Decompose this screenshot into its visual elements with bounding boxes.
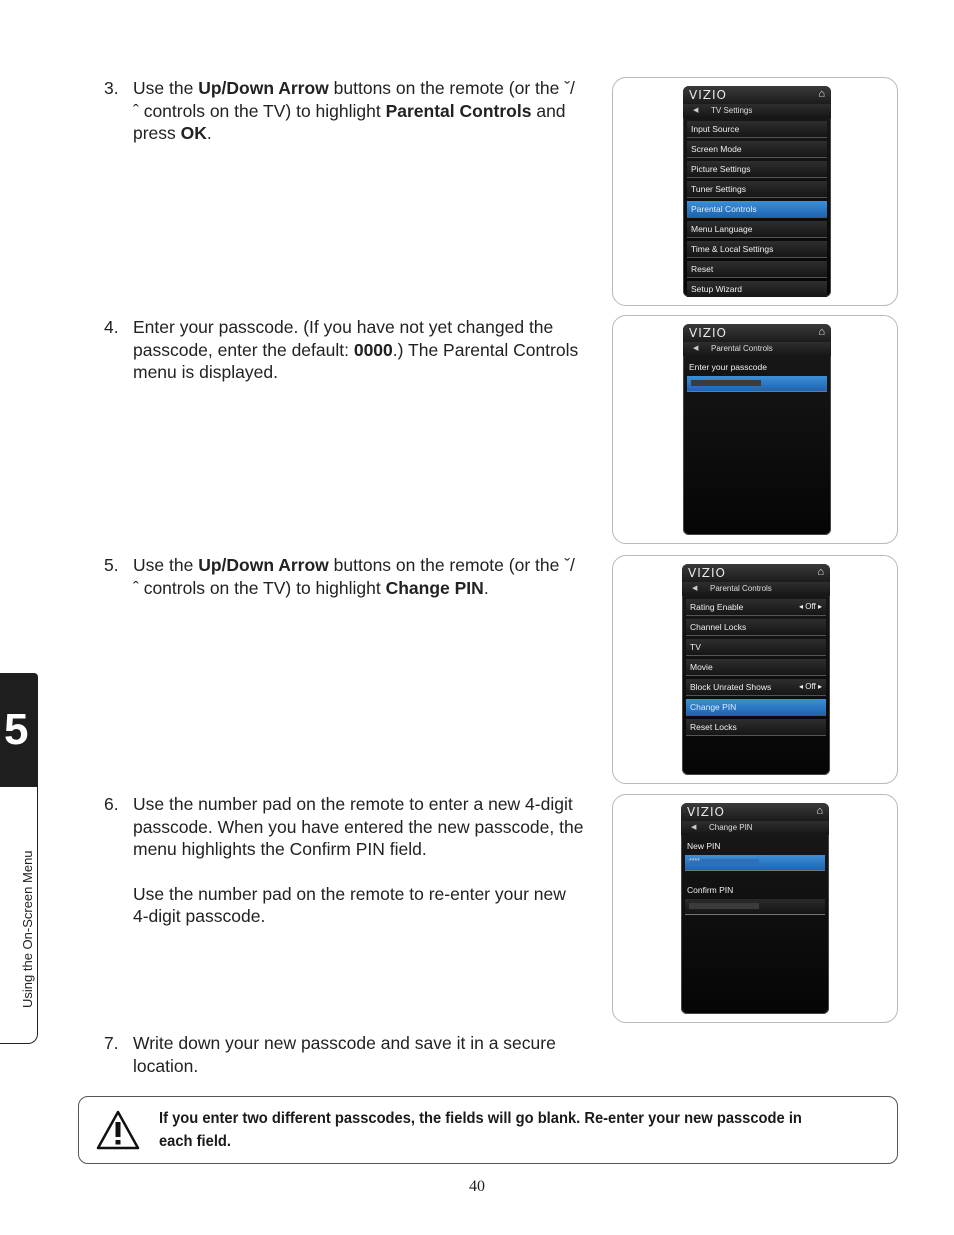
menu-item[interactable] <box>687 161 827 178</box>
menu-item-label: Setup Wizard <box>691 284 743 294</box>
menu-item-label: Change PIN <box>690 702 737 712</box>
menu-item-label: Movie <box>690 662 713 672</box>
menu-item-value: ◂ Off ▸ <box>799 602 822 611</box>
page-number: 40 <box>469 1178 485 1195</box>
new-pin-field[interactable] <box>685 855 825 871</box>
breadcrumb <box>683 104 831 118</box>
screenshot-frame-parental-controls <box>612 555 898 784</box>
menu-item-label: Reset <box>691 264 714 274</box>
step-text <box>133 316 584 384</box>
step-text <box>133 554 584 599</box>
menu-header <box>682 564 830 582</box>
step-paragraph: Use the number pad on the remote to enter a new 4-digit passcode. When you have entered the new passcode, the menu highlights the Confirm PIN field. <box>133 794 584 859</box>
text-run: Use the <box>133 78 199 98</box>
vizio-logo: VIZIO <box>687 805 725 819</box>
back-arrow-icon: ◀ <box>692 585 698 592</box>
menu-item[interactable] <box>686 699 826 716</box>
menu-item-label: TV <box>690 642 701 652</box>
bold-term: OK <box>180 123 207 143</box>
step-number: 6. <box>104 794 119 814</box>
menu-item[interactable] <box>687 281 827 297</box>
text-run: and press <box>133 100 566 143</box>
menu-item[interactable] <box>687 241 827 258</box>
vizio-logo: VIZIO <box>689 88 727 102</box>
new-pin-label: New PIN <box>687 841 721 851</box>
menu-list <box>683 121 831 297</box>
screenshot-frame-enter-passcode <box>612 315 898 544</box>
bold-term: Change PIN <box>385 577 484 598</box>
screenshot-frame-change-pin <box>612 794 898 1023</box>
menu-item-label: Screen Mode <box>691 144 742 154</box>
menu-item[interactable] <box>686 679 826 696</box>
text-run: buttons on the remote (or the ˇ/ ˆ controls on the TV) to highlight <box>133 555 575 598</box>
text-run: Enter your passcode. (If you have not yet changed the passcode, enter the default: <box>133 317 554 360</box>
breadcrumb-label: Change PIN <box>709 823 753 832</box>
step-text: Write down your new passcode and save it in a secure location. <box>133 1033 556 1076</box>
menu-item-label: Picture Settings <box>691 164 751 174</box>
chapter-number: 5 <box>4 705 29 754</box>
step-6 <box>104 793 584 928</box>
menu-item[interactable] <box>686 719 826 736</box>
step-4 <box>104 316 584 384</box>
note-text: If you enter two different passcodes, the fields will go blank. Re-enter your new passcode in each field. <box>159 1110 802 1150</box>
back-arrow-icon: ◀ <box>693 107 699 114</box>
text-run: . <box>206 123 212 143</box>
menu-item[interactable] <box>686 659 826 676</box>
passcode-field[interactable] <box>687 376 827 392</box>
breadcrumb <box>683 342 831 356</box>
step-text <box>133 77 584 145</box>
tv-menu-screen <box>682 564 830 775</box>
step-paragraph: Use the number pad on the remote to re-enter your new 4-digit passcode. <box>133 883 566 926</box>
menu-header <box>683 324 831 342</box>
breadcrumb-label: TV Settings <box>711 106 753 115</box>
breadcrumb <box>681 821 829 835</box>
tv-menu-screen <box>683 324 831 535</box>
home-icon: ⌂ <box>818 88 825 100</box>
menu-list <box>682 599 830 736</box>
menu-item[interactable] <box>687 261 827 278</box>
vizio-logo: VIZIO <box>688 566 726 580</box>
bold-term: Parental Controls <box>385 100 532 121</box>
menu-item[interactable] <box>687 141 827 158</box>
home-icon: ⌂ <box>818 326 825 338</box>
menu-item-label: Menu Language <box>691 224 753 234</box>
step-number: 5. <box>104 555 119 575</box>
menu-item-label: Parental Controls <box>691 204 757 214</box>
menu-header <box>683 86 831 104</box>
back-arrow-icon: ◀ <box>693 345 699 352</box>
bold-term: Up/Down Arrow <box>198 555 329 575</box>
new-pin-value: **** <box>689 859 759 865</box>
back-arrow-icon: ◀ <box>691 824 697 831</box>
passcode-label: Enter your passcode <box>689 362 767 372</box>
confirm-pin-label: Confirm PIN <box>687 885 734 895</box>
step-number: 4. <box>104 317 119 337</box>
menu-item[interactable] <box>687 221 827 238</box>
menu-item-value: ◂ Off ▸ <box>799 682 822 691</box>
menu-item-label: Rating Enable <box>690 602 744 612</box>
text-run: Use the <box>133 555 199 575</box>
menu-header <box>681 803 829 821</box>
menu-item-label: Time & Local Settings <box>691 244 774 254</box>
step-number: 3. <box>104 78 119 98</box>
breadcrumb-label: Parental Controls <box>711 344 773 353</box>
step-text <box>133 793 584 928</box>
menu-item[interactable] <box>687 201 827 218</box>
bold-term: Up/Down Arrow <box>198 78 329 98</box>
menu-item[interactable] <box>686 639 826 656</box>
menu-item[interactable] <box>686 619 826 636</box>
home-icon: ⌂ <box>817 566 824 578</box>
tv-menu-screen <box>683 86 831 297</box>
breadcrumb-label: Parental Controls <box>710 584 772 593</box>
menu-item-label: Reset Locks <box>690 722 737 732</box>
confirm-pin-field[interactable] <box>685 899 825 915</box>
menu-item-label: Block Unrated Shows <box>690 682 772 692</box>
warning-icon <box>95 1109 141 1151</box>
menu-item-label: Channel Locks <box>690 622 747 632</box>
vizio-logo: VIZIO <box>689 326 727 340</box>
home-icon: ⌂ <box>816 805 823 817</box>
menu-item[interactable] <box>687 121 827 138</box>
screenshot-frame-tv-settings <box>612 77 898 306</box>
menu-item-label: Input Source <box>691 124 740 134</box>
step-5 <box>104 554 584 599</box>
menu-item[interactable] <box>687 181 827 198</box>
text-run: . <box>483 577 489 598</box>
tv-menu-screen <box>681 803 829 1014</box>
note-box <box>78 1096 898 1164</box>
text-run: buttons on the remote (or the ˇ/ ˆ controls on the TV) to highlight <box>133 78 575 121</box>
step-7 <box>104 1032 584 1077</box>
menu-item[interactable] <box>686 599 826 616</box>
step-3 <box>104 77 584 145</box>
chapter-title: Using the On-Screen Menu <box>20 850 35 1008</box>
bold-term: 0000 <box>353 339 393 360</box>
menu-item-label: Tuner Settings <box>691 184 746 194</box>
step-number: 7. <box>104 1033 119 1053</box>
breadcrumb <box>682 582 830 596</box>
text-run: .) The Parental Controls menu is displayed. <box>133 339 579 382</box>
